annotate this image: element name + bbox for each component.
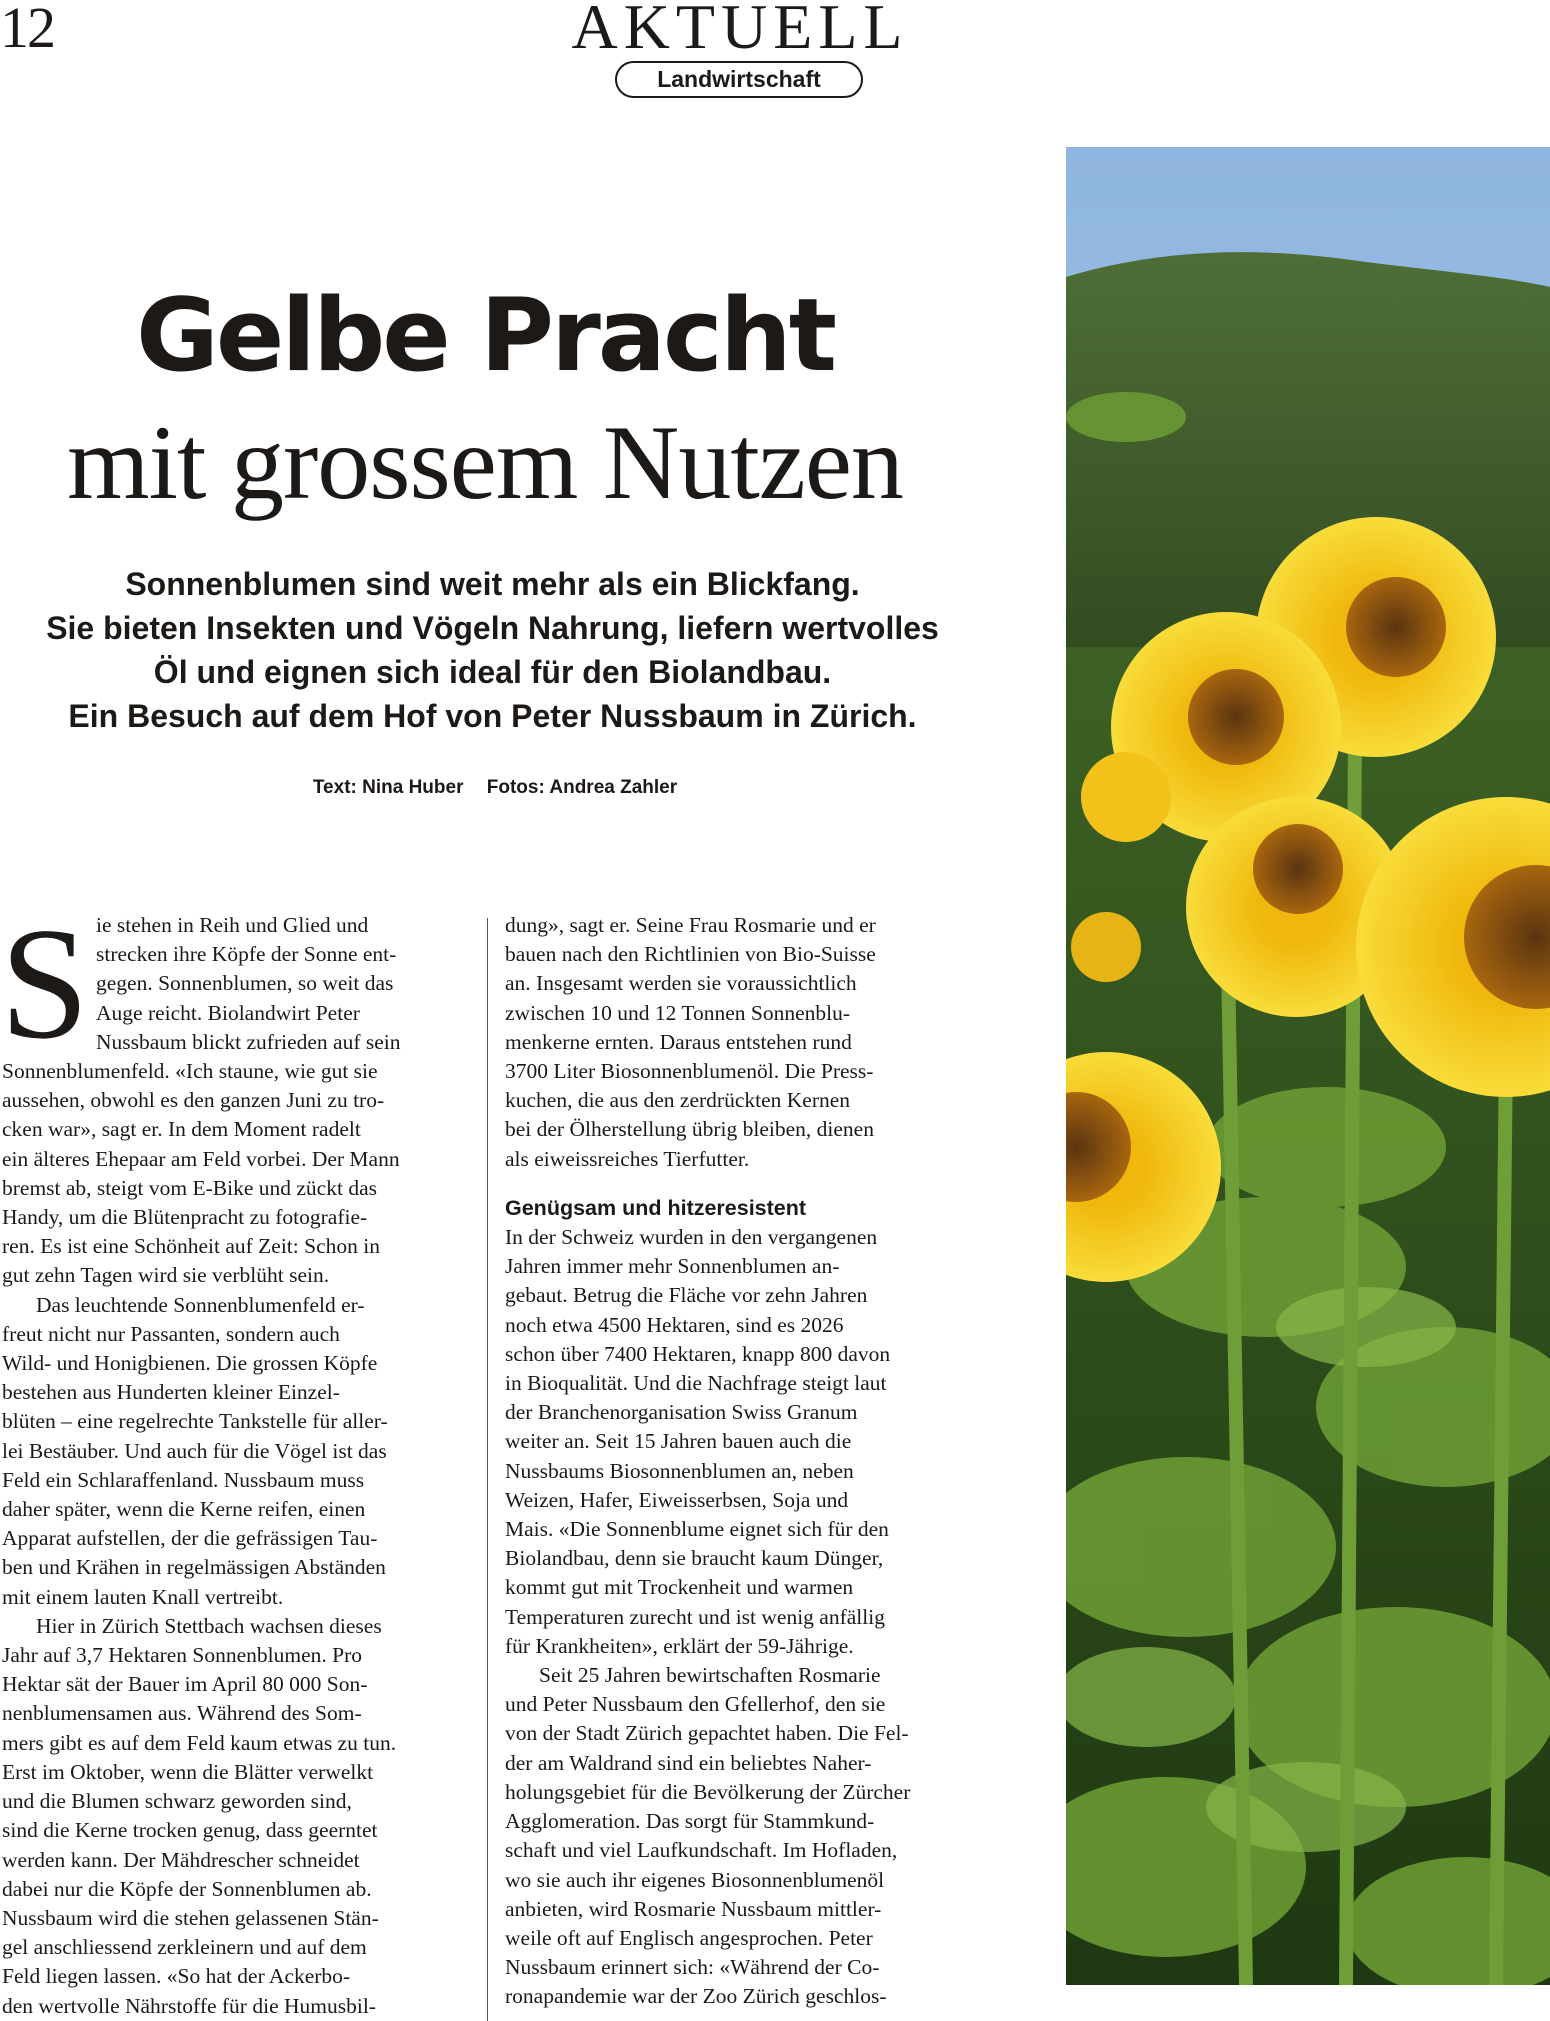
text-line: dabei nur die Köpfe der Sonnenblumen ab. (2, 1876, 372, 1901)
text-line: nenblumensamen aus. Während des Som- (2, 1701, 362, 1726)
text-line: Mais. «Die Sonnenblume eignet sich für den (505, 1517, 889, 1542)
text-line: Agglomeration. Das sorgt für Stammkund- (505, 1809, 875, 1834)
text-line: daher später, wenn die Kerne reifen, einen (2, 1497, 366, 1522)
text-line: lei Bestäuber. Und auch für die Vögel ist das (2, 1438, 387, 1463)
page-number: 12 (0, 0, 54, 60)
text-line: für Krankheiten», erklärt der 59-Jährige. (505, 1633, 854, 1658)
text-line: kuchen, die aus den zerdrückten Kernen (505, 1088, 851, 1113)
text-line: Nussbaum wird die stehen gelassenen Stän- (2, 1905, 379, 1930)
text-line: noch etwa 4500 Hektaren, sind es 2026 (505, 1312, 844, 1337)
text-line: 3700 Liter Biosonnenblumenöl. Die Press- (505, 1059, 874, 1084)
text-line: blüten – eine regelrechte Tankstelle für aller- (2, 1409, 388, 1434)
subheadline: mit grossem Nutzen (67, 404, 903, 521)
text-line: an. Insgesamt werden sie voraussichtlich (505, 971, 857, 996)
text-line: ben und Krähen in regelmässigen Abständen (2, 1555, 386, 1580)
text-line: wo sie auch ihr eigenes Biosonnenblumenöl (505, 1867, 885, 1892)
text-line: bestehen aus Hunderten kleiner Einzel- (2, 1380, 340, 1405)
column-rule (487, 918, 488, 2021)
text-line: Hier in Zürich Stettbach wachsen dieses (36, 1613, 382, 1638)
sunflower-photo (1066, 147, 1550, 1985)
article-column-2 (505, 911, 975, 2012)
text-line: Auge reicht. Biolandwirt Peter (96, 1000, 360, 1025)
text-line: Biolandbau, denn sie braucht kaum Dünger, (505, 1546, 884, 1571)
text-line: ren. Es ist eine Schönheit auf Zeit: Schon in (2, 1234, 380, 1259)
text-line: gut zehn Tagen wird sie verblüht sein. (2, 1263, 330, 1288)
text-line: mers gibt es auf dem Feld kaum etwas zu tun. (2, 1730, 397, 1755)
lead-line: Sonnenblumen sind weit mehr als ein Blickfang. (125, 566, 860, 602)
article-column-1 (2, 911, 472, 2021)
text-line: zwischen 10 und 12 Tonnen Sonnenblu- (505, 1000, 851, 1025)
text-line: als eiweissreiches Tierfutter. (505, 1146, 750, 1171)
text-line: gel anschliessend zerkleinern und auf dem (2, 1935, 367, 1960)
text-line: bremst ab, steigt vom E-Bike und zückt das (2, 1175, 377, 1200)
text-line: bei der Ölherstellung übrig bleiben, dienen (505, 1117, 874, 1142)
text-line: Sonnenblumenfeld. «Ich staune, wie gut sie (2, 1059, 378, 1084)
text-line: kommt gut mit Trockenheit und warmen (505, 1575, 854, 1600)
text-line: Nussbaum blickt zufrieden auf sein (96, 1029, 401, 1054)
lead-paragraph (0, 562, 985, 738)
text-line: Erst im Oktober, wenn die Blätter verwelkt (2, 1759, 374, 1784)
text-line: dung», sagt er. Seine Frau Rosmarie und er (505, 913, 876, 937)
lead-line: Ein Besuch auf dem Hof von Peter Nussbaum in Zürich. (68, 698, 917, 734)
text-line: der Branchenorganisation Swiss Granum (505, 1400, 858, 1425)
section-title: AKTUELL (571, 0, 909, 62)
text-credit: Text: Nina Huber (312, 777, 464, 798)
text-line: Nussbaum erinnert sich: «Während der Co- (505, 1955, 880, 1980)
text-line: Wild- und Honigbienen. Die grossen Köpfe (2, 1351, 378, 1376)
text-line: gebaut. Betrug die Fläche vor zehn Jahren (505, 1283, 868, 1308)
text-line: und Peter Nussbaum den Gfellerhof, den sie (505, 1692, 886, 1717)
text-line: sind die Kerne trocken genug, dass geerntet (2, 1818, 378, 1843)
text-line: Seit 25 Jahren bewirtschaften Rosmarie (539, 1663, 881, 1688)
text-line: Jahren immer mehr Sonnenblumen an- (505, 1254, 840, 1279)
text-line: den wertvolle Nährstoffe für die Humusbil- (2, 1993, 376, 2018)
text-line: weiter an. Seit 15 Jahren bauen auch die (505, 1429, 852, 1454)
text-line: werden kann. Der Mähdrescher schneidet (2, 1847, 360, 1872)
text-line: und die Blumen schwarz geworden sind, (2, 1789, 352, 1814)
text-line: Feld liegen lassen. «So hat der Ackerbo- (2, 1964, 351, 1989)
text-line: In der Schweiz wurden in den vergangenen (505, 1225, 878, 1250)
text-line: anbieten, wird Rosmarie Nussbaum mittler- (505, 1896, 882, 1921)
text-line: strecken ihre Köpfe der Sonne ent- (96, 942, 397, 967)
headline: Gelbe Pracht (135, 276, 835, 394)
text-line: Handy, um die Blütenpracht zu fotografie- (2, 1205, 368, 1230)
section-subheading: Genügsam und hitzeresistent (505, 1195, 807, 1220)
text-line: in Bioqualität. Und die Nachfrage steigt laut (505, 1371, 887, 1396)
text-line: Feld ein Schlaraffenland. Nussbaum muss (2, 1467, 365, 1492)
credits (0, 777, 990, 799)
drop-cap: S (0, 894, 89, 1072)
text-line: schon über 7400 Hektaren, knapp 800 davon (505, 1341, 891, 1366)
text-line: von der Stadt Zürich gepachtet haben. Die Fel- (505, 1721, 909, 1746)
text-line: aussehen, obwohl es den ganzen Juni zu tro- (2, 1088, 385, 1113)
text-line: Nussbaums Biosonnenblumen an, neben (505, 1458, 854, 1483)
text-line: freut nicht nur Passanten, sondern auch (2, 1321, 340, 1346)
text-line: mit einem lauten Knall vertreibt. (2, 1584, 284, 1609)
text-line: Temperaturen zurecht und ist wenig anfällig (505, 1604, 885, 1629)
text-line: Apparat aufstellen, der die gefrässigen Tau- (2, 1526, 378, 1551)
photo-credit: Fotos: Andrea Zahler (486, 777, 678, 798)
text-line: gegen. Sonnenblumen, so weit das (96, 971, 394, 996)
text-line: Das leuchtende Sonnenblumenfeld er- (36, 1292, 365, 1317)
text-line: Hektar sät der Bauer im April 80 000 Son- (2, 1672, 368, 1697)
sunflower-field-image (1066, 147, 1550, 1985)
text-line: Jahr auf 3,7 Hektaren Sonnenblumen. Pro (2, 1643, 363, 1668)
text-line: bauen nach den Richtlinien von Bio-Suisse (505, 942, 876, 967)
text-line: cken war», sagt er. In dem Moment radelt (2, 1117, 361, 1142)
text-line: ein älteres Ehepaar am Feld vorbei. Der Mann (2, 1146, 400, 1171)
text-line: weile oft auf Englisch angesprochen. Peter (505, 1925, 873, 1950)
rubric-badge: Landwirtschaft (615, 61, 863, 98)
text-line: schaft und viel Laufkundschaft. Im Hofladen, (505, 1838, 898, 1863)
text-line: der am Waldrand sind ein beliebtes Naher- (505, 1750, 872, 1775)
lead-line: Sie bieten Insekten und Vögeln Nahrung, liefern wertvolles (46, 610, 939, 646)
lead-line: Öl und eignen sich ideal für den Biolandbau. (153, 654, 832, 690)
text-line: menkerne ernten. Daraus entstehen rund (505, 1029, 852, 1054)
text-line: holungsgebiet für die Bevölkerung der Zürcher (505, 1779, 911, 1804)
text-line: ronapandemie war der Zoo Zürich geschlos- (505, 1984, 887, 2009)
text-line: ie stehen in Reih und Glied und (96, 913, 369, 937)
text-line: Weizen, Hafer, Eiweisserbsen, Soja und (505, 1487, 849, 1512)
